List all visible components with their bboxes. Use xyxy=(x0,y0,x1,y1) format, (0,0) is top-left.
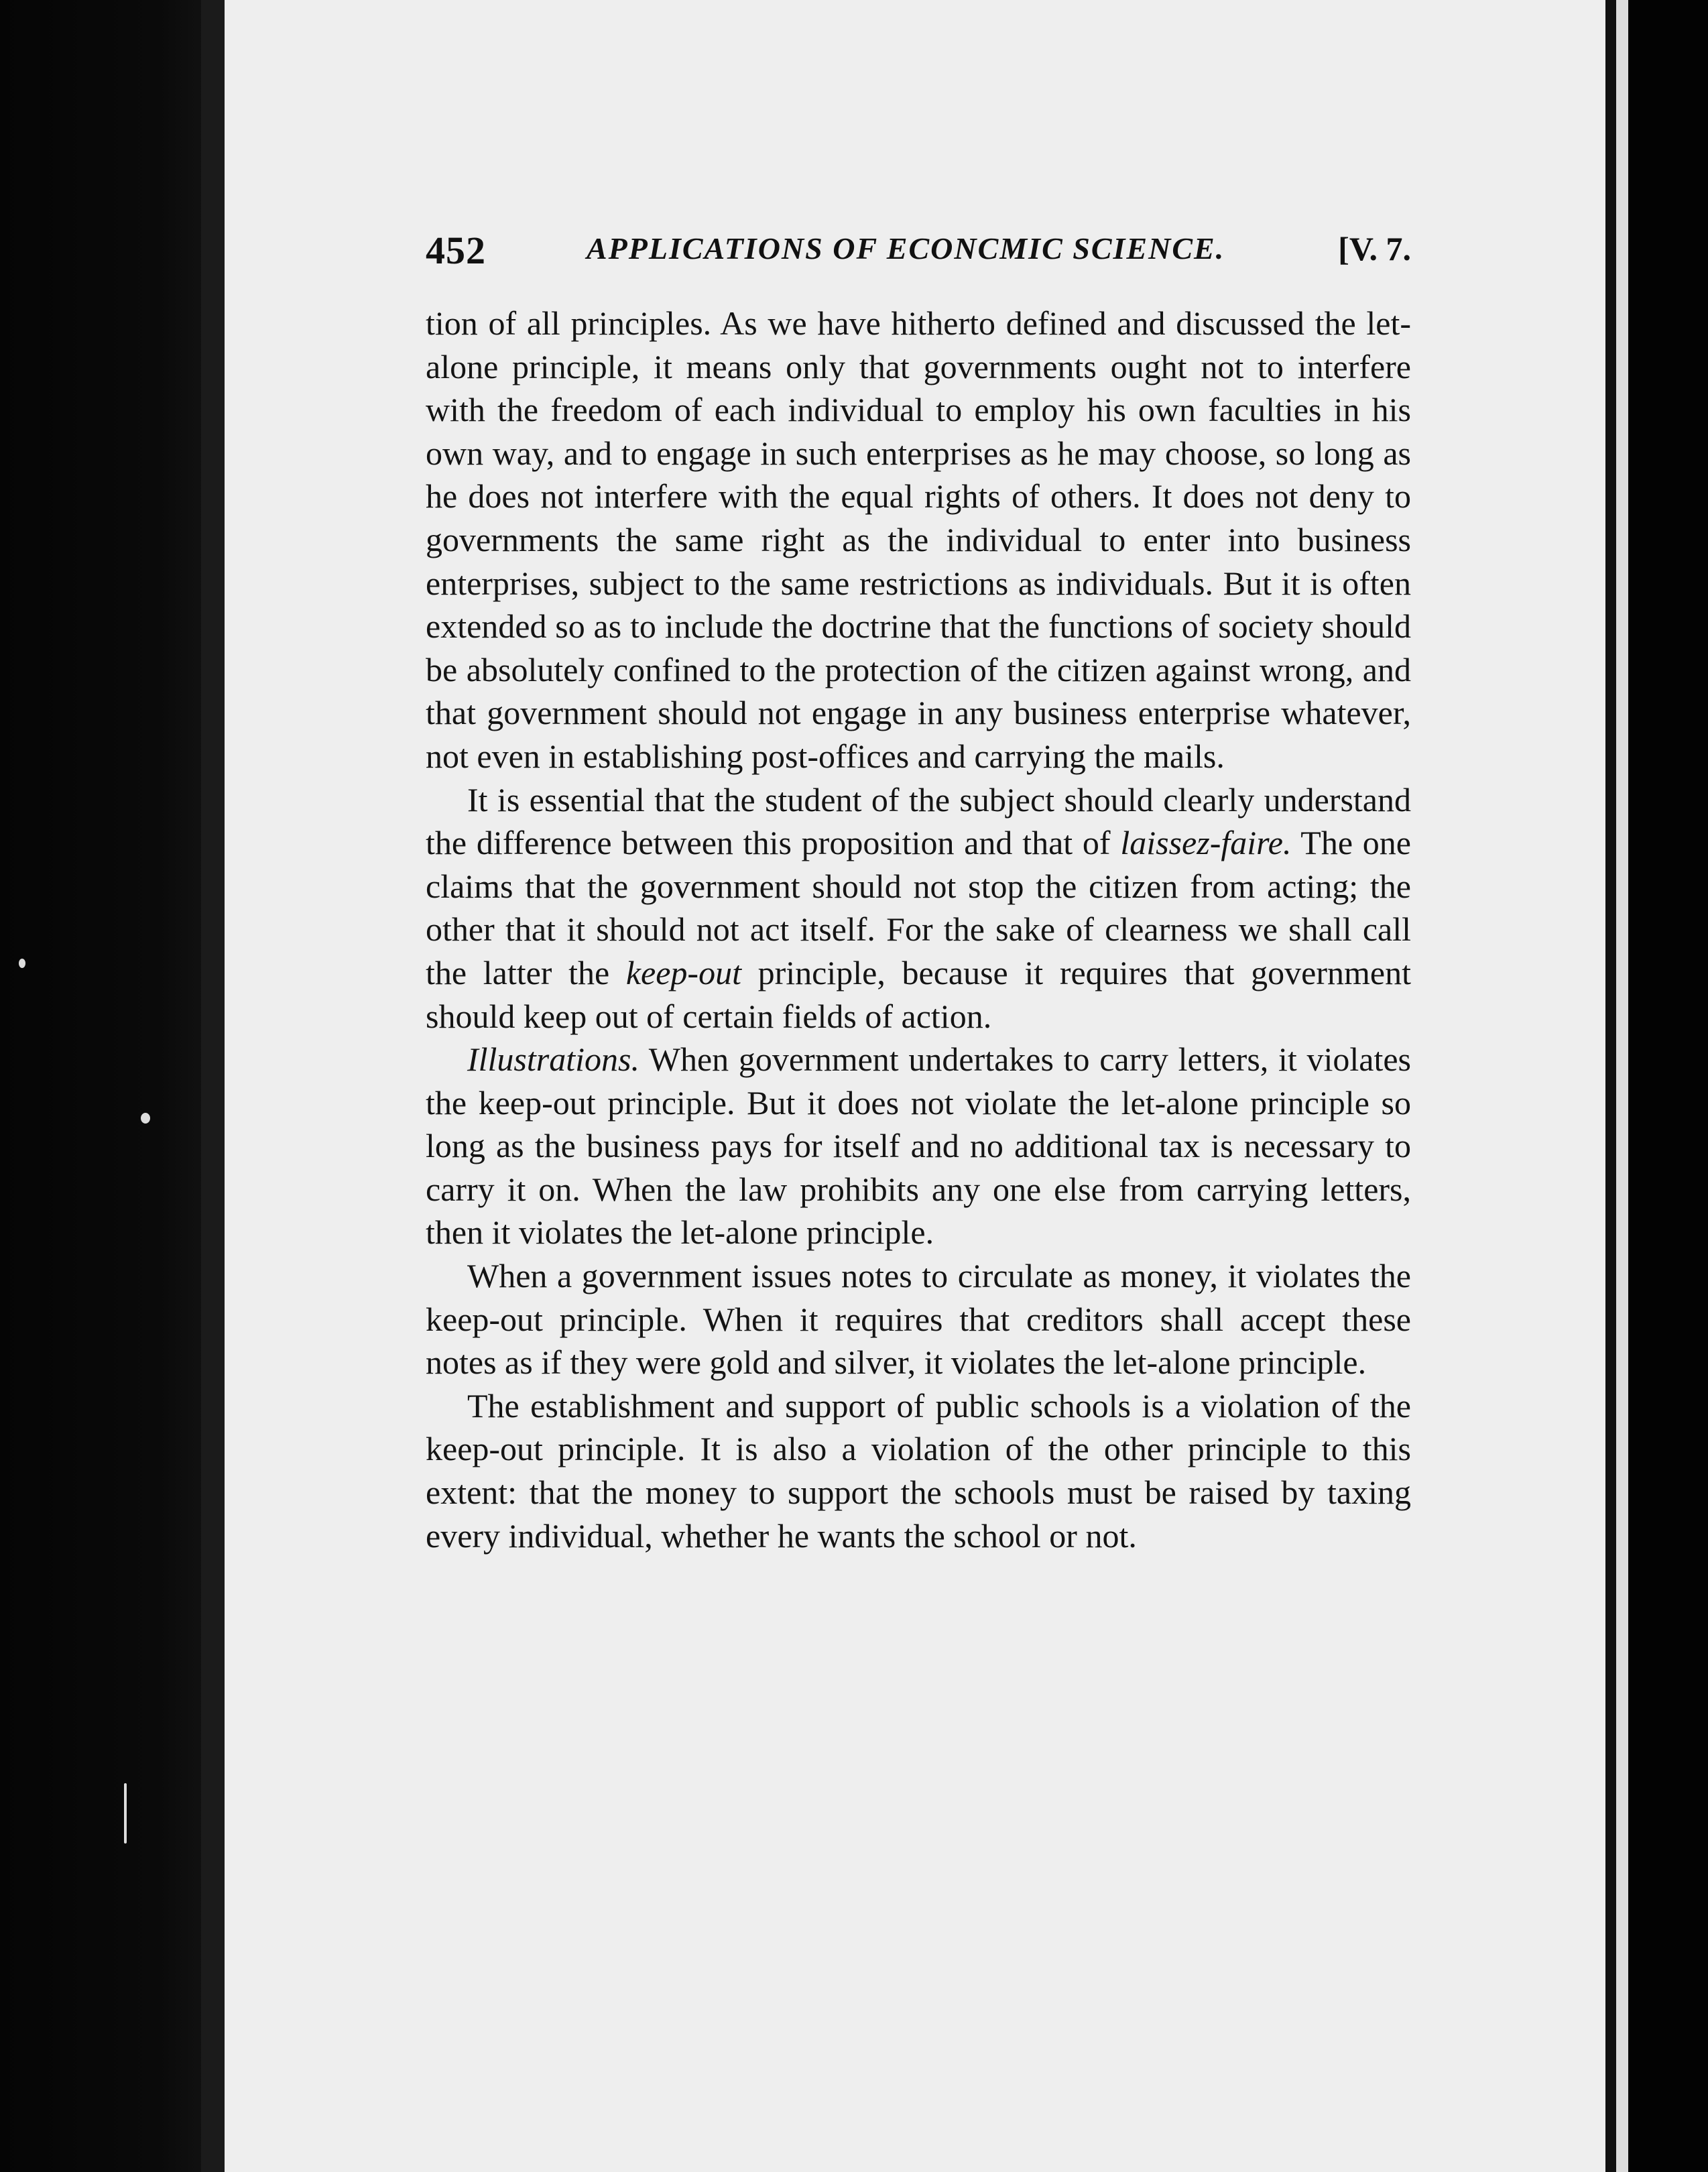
paragraph-text: It is essential that the student of the subject should clearly understand the difference between this proposition and that of xyxy=(426,780,1411,862)
running-title: APPLICATIONS OF ECONCMIC SCIENCE. xyxy=(587,231,1225,265)
paragraph-text: When government undertakes to carry letters, it violates the keep-out principle. But it does not violate the let-alone principle so long as the business pays for itself and no additional tax is necessary to carry it on. When the law prohibits any one else from carrying letters, then it violates the let-alone principle. xyxy=(426,1040,1411,1252)
dust-speck xyxy=(141,1113,150,1124)
book-binding xyxy=(201,0,228,2172)
paragraph-text: principle, because it requires that government should keep out of certain fields of action. xyxy=(426,953,1411,1035)
paragraph xyxy=(426,1384,1411,1557)
paragraph-text: tion of all principles. As we have hitherto defined and discussed the let-alone principle, it means only that governments ought not to interfere with the freedom of each individual to employ his own faculties in his own way, and to engage in such enterprises as he may choose, so long as he does not interfere with the equal rights of others. It does not deny to governments the same right as the individual to enter into business enterprises, subject to the same restrictions as individuals. But it is often extended so as to include the doctrine that the functions of society should be absolutely confined to the protection of the citizen against wrong, and that government should not engage in any business enterprise whatever, not even in establishing post-offices and carrying the mails. xyxy=(426,304,1411,775)
page-number: 452 xyxy=(426,229,486,272)
paragraph xyxy=(426,302,1411,778)
paragraph xyxy=(426,778,1411,1038)
section-mark: [V. 7. xyxy=(1338,230,1411,267)
italic-term: laissez-faire. xyxy=(1120,824,1292,862)
next-page-edge xyxy=(1616,0,1628,2172)
paragraph xyxy=(426,1038,1411,1254)
paragraph-lead: Illustrations. xyxy=(467,1040,639,1079)
scan-right-margin xyxy=(1628,0,1708,2172)
page-edge-shadow xyxy=(1605,0,1616,2172)
paragraph-text: The one claims that the government should not stop the citizen from acting; the other that it should not act itself. For the sake of clearness we shall call the latter the xyxy=(426,824,1411,991)
dust-speck xyxy=(124,1783,127,1844)
paragraph xyxy=(426,1254,1411,1384)
paragraph-text: When a government issues notes to circulate as money, it violates the keep-out principle. When it requires that creditors shall accept these notes as if they were gold and silver, it violates the let-alone principle. xyxy=(426,1257,1411,1382)
paragraph-text: The establishment and support of public schools is a violation of the keep-out principle. It is also a violation of the other principle to this extent: that the money to support the schools must be raised by taxing every individual, whether he wants the school or not. xyxy=(426,1386,1411,1555)
scan-left-margin xyxy=(0,0,228,2172)
body-text xyxy=(426,302,1411,1557)
page-header xyxy=(426,228,1411,288)
dust-speck xyxy=(19,959,25,968)
italic-term: keep-out xyxy=(625,953,741,991)
